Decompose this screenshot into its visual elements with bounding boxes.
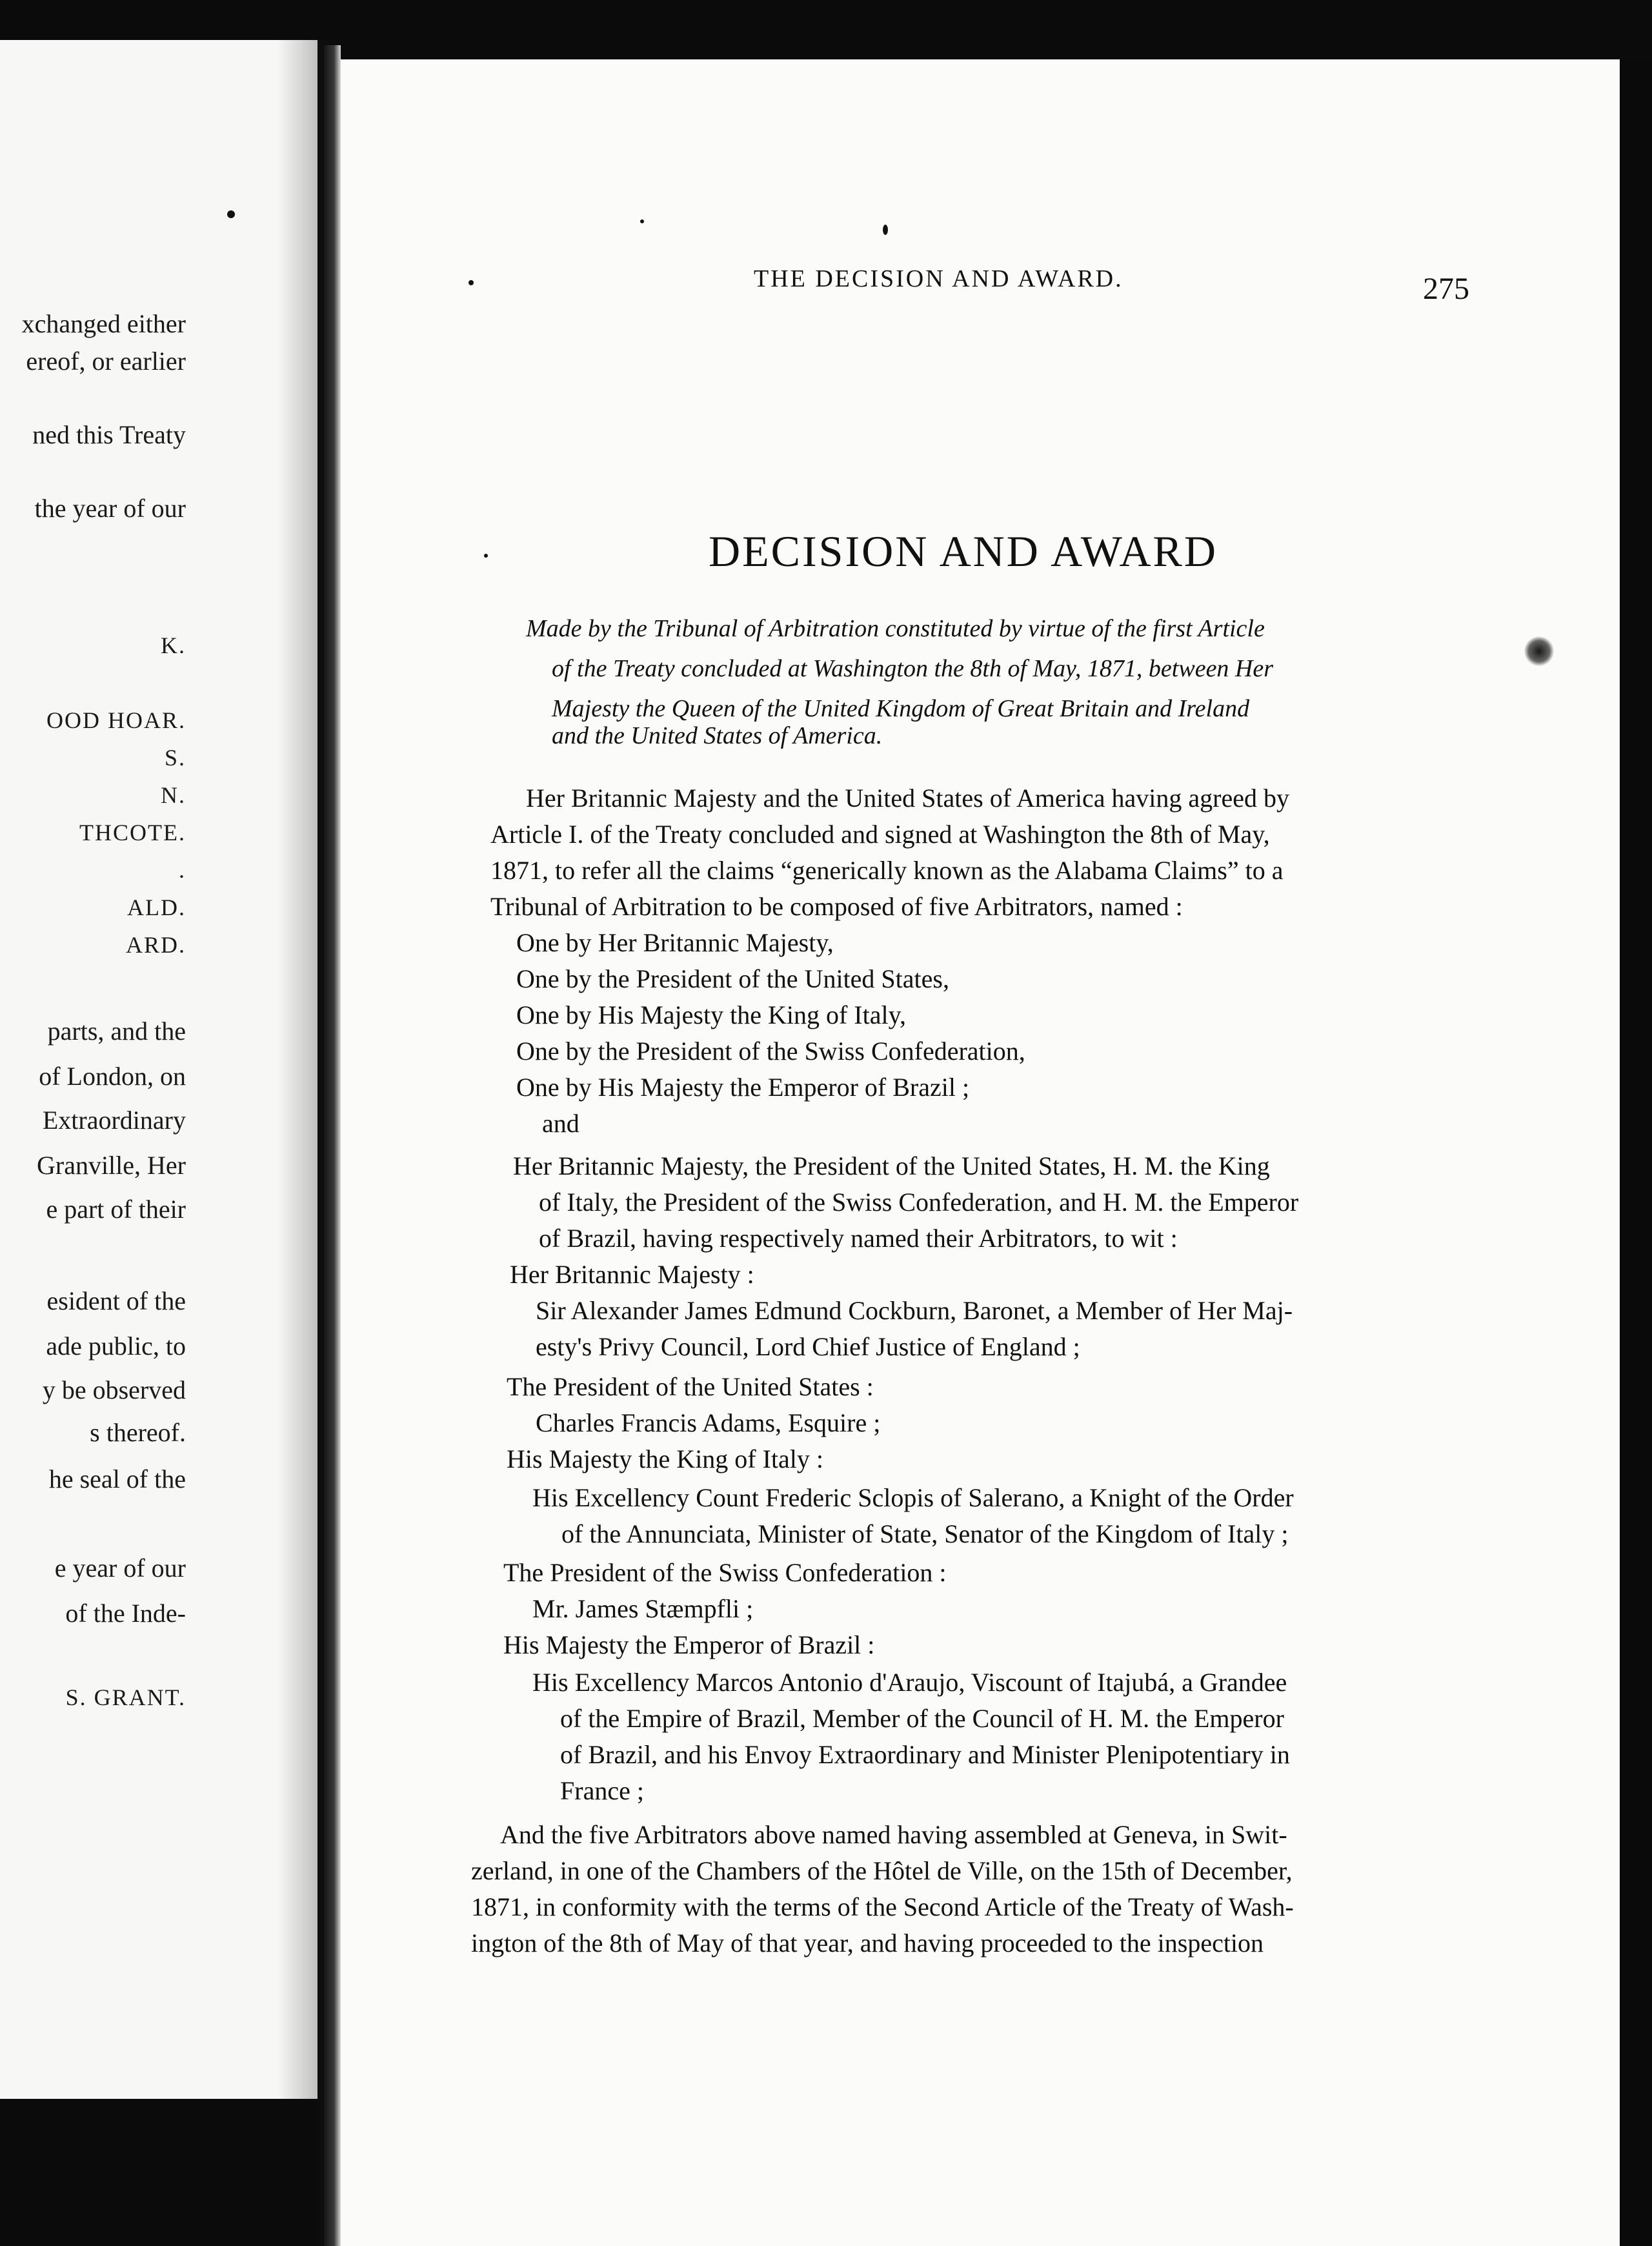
right-page-outer-edge bbox=[1620, 59, 1652, 2246]
body-line: Mr. James Stæmpfli ; bbox=[532, 1594, 754, 1623]
scan-blot bbox=[1524, 636, 1554, 666]
body-line: 1871, in conformity with the terms of the Second Article of the Treaty of Wash- bbox=[471, 1892, 1294, 1921]
left-line: Extraordinary bbox=[42, 1106, 186, 1135]
body-line: of Brazil, having respectively named their Arbitrators, to wit : bbox=[539, 1224, 1178, 1253]
left-line: ned this Treaty bbox=[32, 420, 186, 449]
body-line: His Excellency Count Frederic Sclopis of Salerano, a Knight of the Order bbox=[532, 1483, 1294, 1512]
body-line: Tribunal of Arbitration to be composed of five Arbitrators, named : bbox=[490, 892, 1183, 921]
left-line: OOD HOAR. bbox=[46, 707, 186, 733]
left-line: e part of their bbox=[46, 1195, 186, 1224]
body-line: The President of the United States : bbox=[507, 1372, 874, 1401]
left-line: ereof, or earlier bbox=[26, 347, 186, 376]
left-line: y be observed bbox=[42, 1375, 186, 1404]
right-page-inner-edge bbox=[324, 45, 341, 2246]
body-line: ington of the 8th of May of that year, and having proceeded to the inspection bbox=[471, 1928, 1264, 1958]
body-line: of the Annunciata, Minister of State, Senator of the Kingdom of Italy ; bbox=[561, 1519, 1289, 1548]
subtitle-line: and the United States of America. bbox=[552, 722, 883, 749]
subtitle-line: Majesty the Queen of the United Kingdom of Great Britain and Ireland bbox=[552, 695, 1250, 722]
left-line: K. bbox=[161, 632, 186, 658]
body-line: And the five Arbitrators above named having assembled at Geneva, in Swit- bbox=[500, 1820, 1287, 1849]
left-line: esident of the bbox=[46, 1286, 186, 1315]
left-line: e year of our bbox=[54, 1553, 186, 1583]
left-line: ALD. bbox=[127, 895, 186, 920]
left-line: ARD. bbox=[125, 932, 186, 958]
left-line: N. bbox=[161, 782, 186, 808]
body-line: The President of the Swiss Confederation : bbox=[503, 1558, 947, 1587]
body-line: One by the President of the United States, bbox=[516, 964, 949, 993]
left-line: Granville, Her bbox=[36, 1151, 186, 1180]
left-line: he seal of the bbox=[48, 1464, 186, 1493]
body-line: Article I. of the Treaty concluded and signed at Washington the 8th of May, bbox=[490, 820, 1270, 849]
body-line: His Majesty the Emperor of Brazil : bbox=[503, 1630, 875, 1659]
scan-speck bbox=[484, 554, 488, 558]
subtitle-line: Made by the Tribunal of Arbitration constituted by virtue of the first Article bbox=[526, 615, 1265, 642]
scan-speck bbox=[883, 225, 888, 235]
running-head: THE DECISION AND AWARD. bbox=[754, 265, 1123, 292]
body-line: Her Britannic Majesty : bbox=[510, 1260, 754, 1289]
body-line: Charles Francis Adams, Esquire ; bbox=[536, 1408, 881, 1437]
left-page-gutter-shadow bbox=[277, 40, 323, 2099]
left-line: S. bbox=[164, 745, 186, 771]
scan-speck bbox=[227, 210, 235, 218]
left-line: . bbox=[179, 857, 186, 883]
left-line: the year of our bbox=[34, 494, 186, 523]
subtitle-line: of the Treaty concluded at Washington the 8th of May, 1871, between Her bbox=[552, 655, 1274, 682]
body-line: of Italy, the President of the Swiss Confederation, and H. M. the Emperor bbox=[539, 1188, 1299, 1217]
page-title: DECISION AND AWARD bbox=[709, 527, 1218, 576]
body-line: His Excellency Marcos Antonio d'Araujo, Viscount of Itajubá, a Grandee bbox=[532, 1668, 1287, 1697]
body-line: of Brazil, and his Envoy Extraordinary and Minister Plenipotentiary in bbox=[560, 1740, 1290, 1769]
scan-speck bbox=[468, 280, 474, 285]
body-line: Her Britannic Majesty and the United States of America having agreed by bbox=[526, 784, 1289, 813]
scan-speck bbox=[640, 219, 644, 223]
body-line: One by the President of the Swiss Confederation, bbox=[516, 1037, 1025, 1066]
body-line: One by His Majesty the King of Italy, bbox=[516, 1000, 906, 1029]
page-number: 275 bbox=[1423, 272, 1469, 306]
body-line: zerland, in one of the Chambers of the Hôtel de Ville, on the 15th of December, bbox=[471, 1856, 1293, 1885]
left-line: parts, and the bbox=[47, 1017, 186, 1046]
body-line: His Majesty the King of Italy : bbox=[507, 1444, 824, 1473]
body-line: esty's Privy Council, Lord Chief Justice of England ; bbox=[536, 1332, 1080, 1361]
left-line: S. GRANT. bbox=[65, 1685, 186, 1710]
body-line: of the Empire of Brazil, Member of the Council of H. M. the Emperor bbox=[560, 1704, 1284, 1733]
left-line: ade public, to bbox=[46, 1331, 186, 1361]
left-line: of the Inde- bbox=[65, 1599, 186, 1628]
left-line: of London, on bbox=[39, 1062, 186, 1091]
body-line: One by Her Britannic Majesty, bbox=[516, 928, 834, 957]
body-line: 1871, to refer all the claims “generically known as the Alabama Claims” to a bbox=[490, 856, 1284, 885]
body-line: France ; bbox=[560, 1776, 644, 1805]
body-line: Her Britannic Majesty, the President of the United States, H. M. the King bbox=[513, 1151, 1270, 1180]
left-line: s thereof. bbox=[90, 1418, 186, 1447]
body-line: and bbox=[542, 1109, 579, 1138]
left-line: xchanged either bbox=[21, 309, 186, 338]
body-line: One by His Majesty the Emperor of Brazil ; bbox=[516, 1073, 970, 1102]
body-line: Sir Alexander James Edmund Cockburn, Baronet, a Member of Her Maj- bbox=[536, 1296, 1293, 1325]
left-line: THCOTE. bbox=[79, 820, 186, 845]
